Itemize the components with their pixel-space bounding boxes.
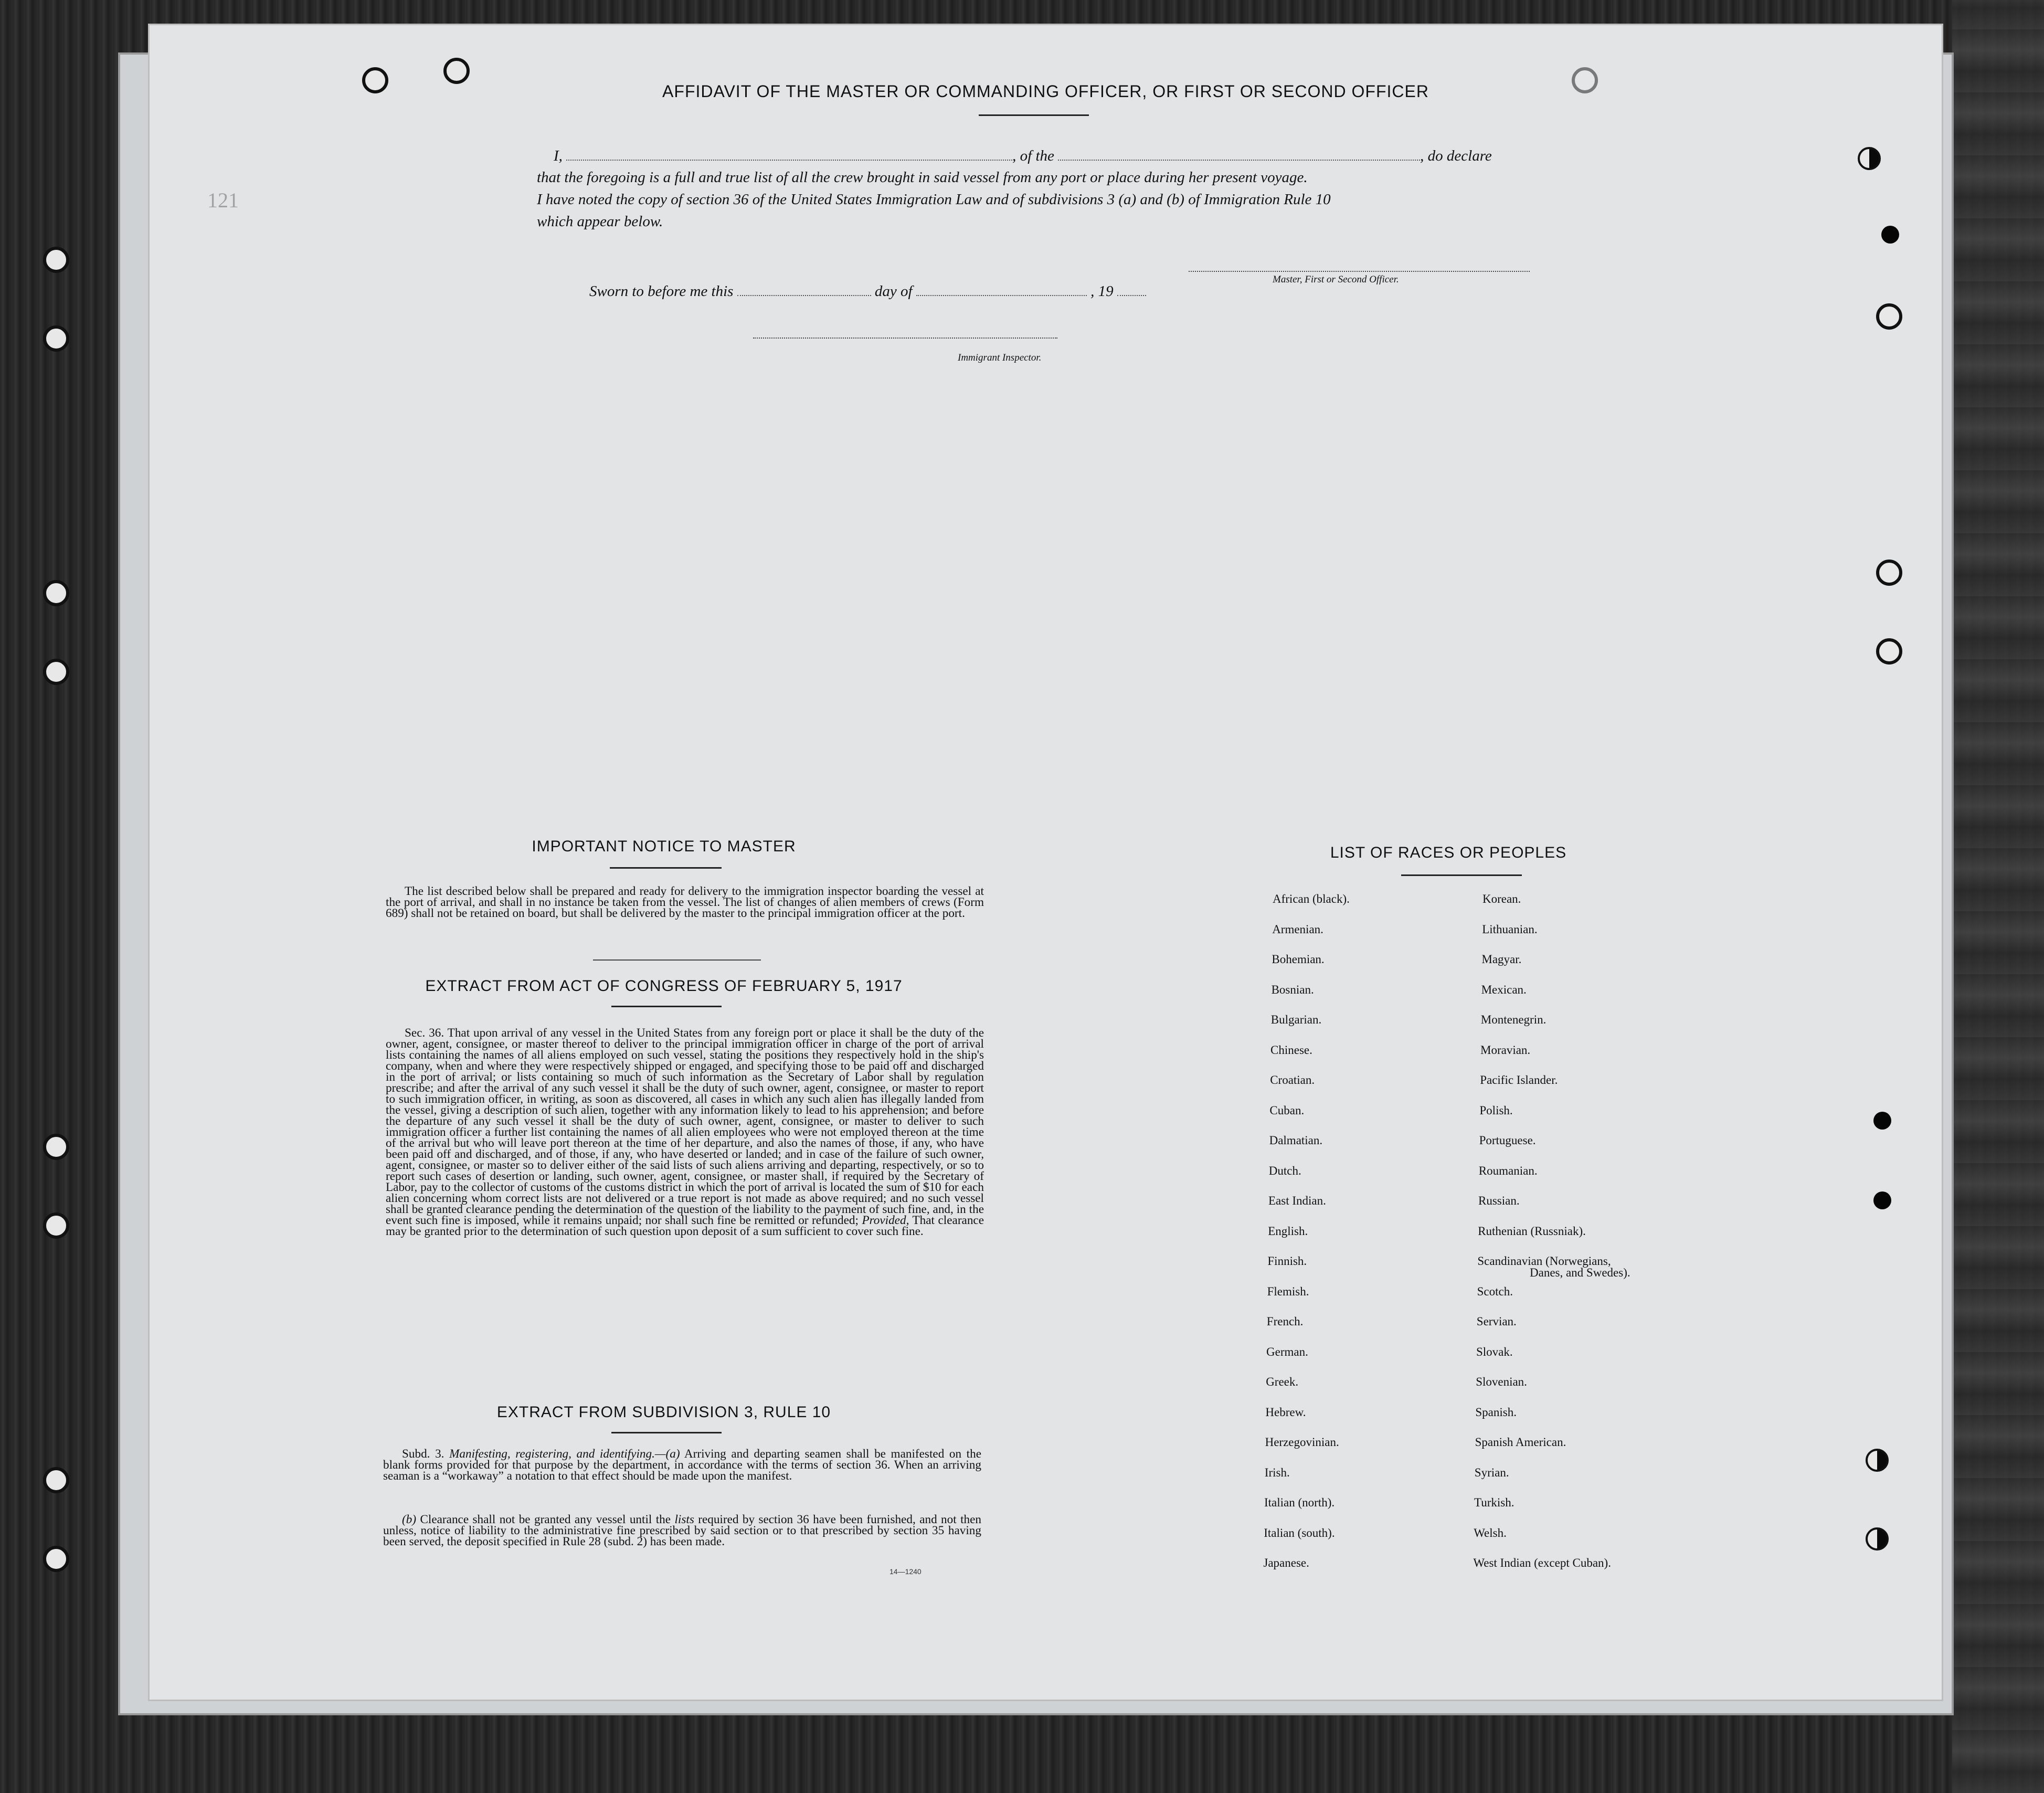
vessel-label: , of the <box>1012 147 1054 164</box>
binder-hole-icon <box>43 1467 69 1493</box>
affidavit-line-4: which appear below. <box>537 213 663 230</box>
affidavit-line-1 <box>554 147 1492 165</box>
race-item: Irish. <box>1264 1465 1290 1479</box>
race-item: Hebrew. <box>1265 1405 1306 1419</box>
declarant-name-field[interactable] <box>566 147 1012 161</box>
punch-hole-icon <box>443 58 470 84</box>
race-item: Polish. <box>1479 1103 1513 1117</box>
binder-hole-icon <box>43 1546 69 1572</box>
race-item: English. <box>1268 1224 1308 1238</box>
race-item: Italian (north). <box>1264 1496 1335 1509</box>
race-item: Bosnian. <box>1271 983 1314 996</box>
race-item: Lithuanian. <box>1482 922 1538 936</box>
race-item: Servian. <box>1476 1315 1517 1328</box>
proviso-word: Provided, <box>862 1214 909 1227</box>
declarant-label: I, <box>554 147 563 164</box>
race-item: Syrian. <box>1474 1465 1509 1479</box>
race-item: Herzegovinian. <box>1265 1436 1339 1449</box>
vessel-name-field[interactable] <box>1058 147 1420 161</box>
race-item: Scotch. <box>1477 1284 1513 1298</box>
race-item: Cuban. <box>1269 1103 1305 1117</box>
form-number: 14—1240 <box>889 1567 922 1576</box>
punch-hole-icon <box>1866 1449 1889 1472</box>
act-heading: EXTRACT FROM ACT OF CONGRESS OF FEBRUARY 5, 1917 <box>425 977 903 995</box>
binder-edge <box>1952 0 2044 1793</box>
race-item: Magyar. <box>1481 953 1522 966</box>
binder-hole-icon <box>43 580 69 606</box>
race-item: Roumanian. <box>1478 1164 1538 1177</box>
sworn-prefix: Sworn to before me this <box>589 283 734 300</box>
race-item: Korean. <box>1482 892 1521 905</box>
race-item: Spanish. <box>1475 1405 1517 1419</box>
race-item: Slovak. <box>1476 1345 1513 1358</box>
inspector-signature-field[interactable] <box>753 337 1057 339</box>
race-item: Bohemian. <box>1272 953 1325 966</box>
race-item: Danes, and Swedes). <box>1530 1266 1630 1279</box>
punch-hole-icon <box>1873 1191 1891 1209</box>
sworn-year-field[interactable] <box>1117 282 1146 296</box>
race-item: Scandinavian (Norwegians, <box>1477 1254 1611 1268</box>
punch-hole-icon <box>1876 638 1902 665</box>
punch-hole-icon <box>1873 1112 1891 1130</box>
title-rule <box>979 114 1089 116</box>
sworn-day-field[interactable] <box>737 282 871 296</box>
race-item: Montenegrin. <box>1480 1013 1547 1026</box>
race-item: Dalmatian. <box>1269 1134 1323 1147</box>
rule-text-b: (b) Clearance shall not be granted any vessel until the lists required by section 36 have been furnished, and not then unless, notice of liability to the administrative fine prescribed by said section or to that prescribed by section 35 having been served, the deposit specified in Rule 28 (subd. 2) has been made. <box>383 1513 981 1548</box>
race-item: Portuguese. <box>1479 1134 1536 1147</box>
binder-hole-icon <box>43 659 69 685</box>
race-item: Japanese. <box>1263 1556 1309 1569</box>
race-item: Pacific Islander. <box>1480 1073 1558 1087</box>
punch-hole-icon <box>1876 303 1902 330</box>
race-item: Italian (south). <box>1264 1526 1335 1539</box>
sworn-line <box>589 282 1146 300</box>
notice-divider <box>593 959 761 961</box>
races-heading: LIST OF RACES OR PEOPLES <box>1330 844 1567 861</box>
race-item: Flemish. <box>1267 1284 1309 1298</box>
sworn-day-of: day of <box>874 283 913 300</box>
affidavit-line-2: that the foregoing is a full and true list of all the crew brought in said vessel from any port or place during her present voyage. <box>537 169 1308 186</box>
punch-hole-icon <box>1858 147 1881 170</box>
race-item: African (black). <box>1273 892 1350 905</box>
declare-label: , do declare <box>1420 147 1492 164</box>
race-item: Greek. <box>1266 1375 1299 1388</box>
race-item: Bulgarian. <box>1270 1013 1322 1026</box>
notice-rule <box>610 867 722 869</box>
race-item: Russian. <box>1478 1194 1520 1207</box>
officer-signature-label: Master, First or Second Officer. <box>1273 274 1399 285</box>
race-item: Moravian. <box>1480 1043 1531 1057</box>
punch-hole-icon <box>1866 1527 1889 1551</box>
punch-hole-icon <box>1881 226 1899 244</box>
race-item: German. <box>1266 1345 1308 1358</box>
binder-hole-icon <box>43 1212 69 1239</box>
race-item: Ruthenian (Russniak). <box>1478 1224 1586 1238</box>
race-item: West Indian (except Cuban). <box>1473 1556 1611 1569</box>
rule-text-a: Subd. 3. Manifesting, registering, and identifying.—(a) Arriving and departing seamen shall be manifested on the blank forms provided for that purpose by the department, in accordance with the terms of section 36. When an arriving seaman is a “workaway” a notation to that effect should be made upon the manifest. <box>383 1447 981 1483</box>
race-item: Mexican. <box>1481 983 1527 996</box>
race-item: Welsh. <box>1474 1526 1507 1539</box>
race-item: French. <box>1266 1315 1304 1328</box>
binder-hole-icon <box>43 1134 69 1160</box>
punch-hole-icon <box>1876 560 1902 586</box>
rule-heading: EXTRACT FROM SUBDIVISION 3, RULE 10 <box>496 1404 831 1421</box>
rule-rule <box>611 1432 722 1433</box>
race-item: Slovenian. <box>1476 1375 1527 1388</box>
race-item: Spanish American. <box>1475 1436 1566 1449</box>
race-item: Finnish. <box>1267 1254 1307 1268</box>
race-item: Turkish. <box>1474 1496 1515 1509</box>
race-item: Chinese. <box>1270 1043 1312 1057</box>
affidavit-line-3: I have noted the copy of section 36 of the United States Immigration Law and of subdivisions 3 (a) and (b) of Immigration Rule 10 <box>537 191 1331 208</box>
officer-signature-field[interactable] <box>1189 271 1530 272</box>
race-item: East Indian. <box>1268 1194 1326 1207</box>
binder-hole-icon <box>43 247 69 273</box>
act-text: Sec. 36. That upon arrival of any vessel in the United States from any foreign port or place it shall be the duty of the owner, agent, consignee, or master thereof to deliver to the principal immigration officer in charge of the port of arrival lists containing the names of all aliens employed on such vessel, stating the positions they respectively hold in the ship's company, when and where they were respectively shipped or engaged, and specifying those to be paid off and discharged in the port of arrival; or lists containing so much of such information as the Secretary of Labor shall by regulation prescribe; and after the arrival of any such vessel it shall be the duty of such owner, agent, consignee, or master to report to such immigration officer, in writing, as soon as discovered, all cases in which any such alien has illegally landed from the vessel, giving a description of such alien, together with any information likely to lead to his apprehension; and before the departure of any such vessel it shall be the duty of such owner, agent, consignee, or master to deliver to such immigration officer a further list containing the names of all alien employees who were not employed thereon at the time of the arrival but who will leave port thereon at the time of her departure, and also the names of those, if any, who have been paid off and discharged, and of those, if any, who have deserted or landed; and in case of the failure of such owner, agent, consignee, or master so to deliver either of the said lists of such aliens arriving and departing, respectively, or so to report such cases of desertion or landing, such owner, agent, consignee, or master shall, if required by the Secretary of Labor, pay to the collector of customs of the customs district in which the port of arrival is located the sum of $10 for each alien concerning whom correct lists are not delivered or a true report is not made as above required; and no such vessel shall be granted clearance pending the determination of the question of the liability to the payment of such fine, and, in the event such fine is imposed, while it remains unpaid; nor shall such fine be remitted or refunded; Provided, That clearance may be granted prior to the determination of such question upon deposit of a sum sufficient to cover such fine. <box>386 1026 984 1238</box>
sworn-year: , 19 <box>1090 283 1114 300</box>
sworn-month-field[interactable] <box>916 282 1087 296</box>
races-rule <box>1401 874 1522 876</box>
notice-heading: IMPORTANT NOTICE TO MASTER <box>532 838 796 855</box>
race-item: Dutch. <box>1268 1164 1301 1177</box>
inspector-label: Immigrant Inspector. <box>958 352 1042 363</box>
section-label: Sec. 36. <box>405 1026 444 1040</box>
act-rule <box>611 1006 722 1007</box>
race-item: Croatian. <box>1270 1073 1315 1087</box>
race-item: Armenian. <box>1272 922 1323 936</box>
affidavit-title: AFFIDAVIT OF THE MASTER OR COMMANDING OFFICER, OR FIRST OR SECOND OFFICER <box>662 82 1429 101</box>
notice-text: The list described below shall be prepared and ready for delivery to the immigration inspector boarding the vessel at the port of arrival, and shall in no instance be taken from the vessel. The list of changes of alien members of crews (Form 689) shall not be retained on board, but shall be delivered by the master to the principal immigration officer at the port. <box>386 884 984 920</box>
document-page <box>150 25 1942 1700</box>
margin-number: 121 <box>207 188 239 212</box>
binder-hole-icon <box>43 325 69 352</box>
